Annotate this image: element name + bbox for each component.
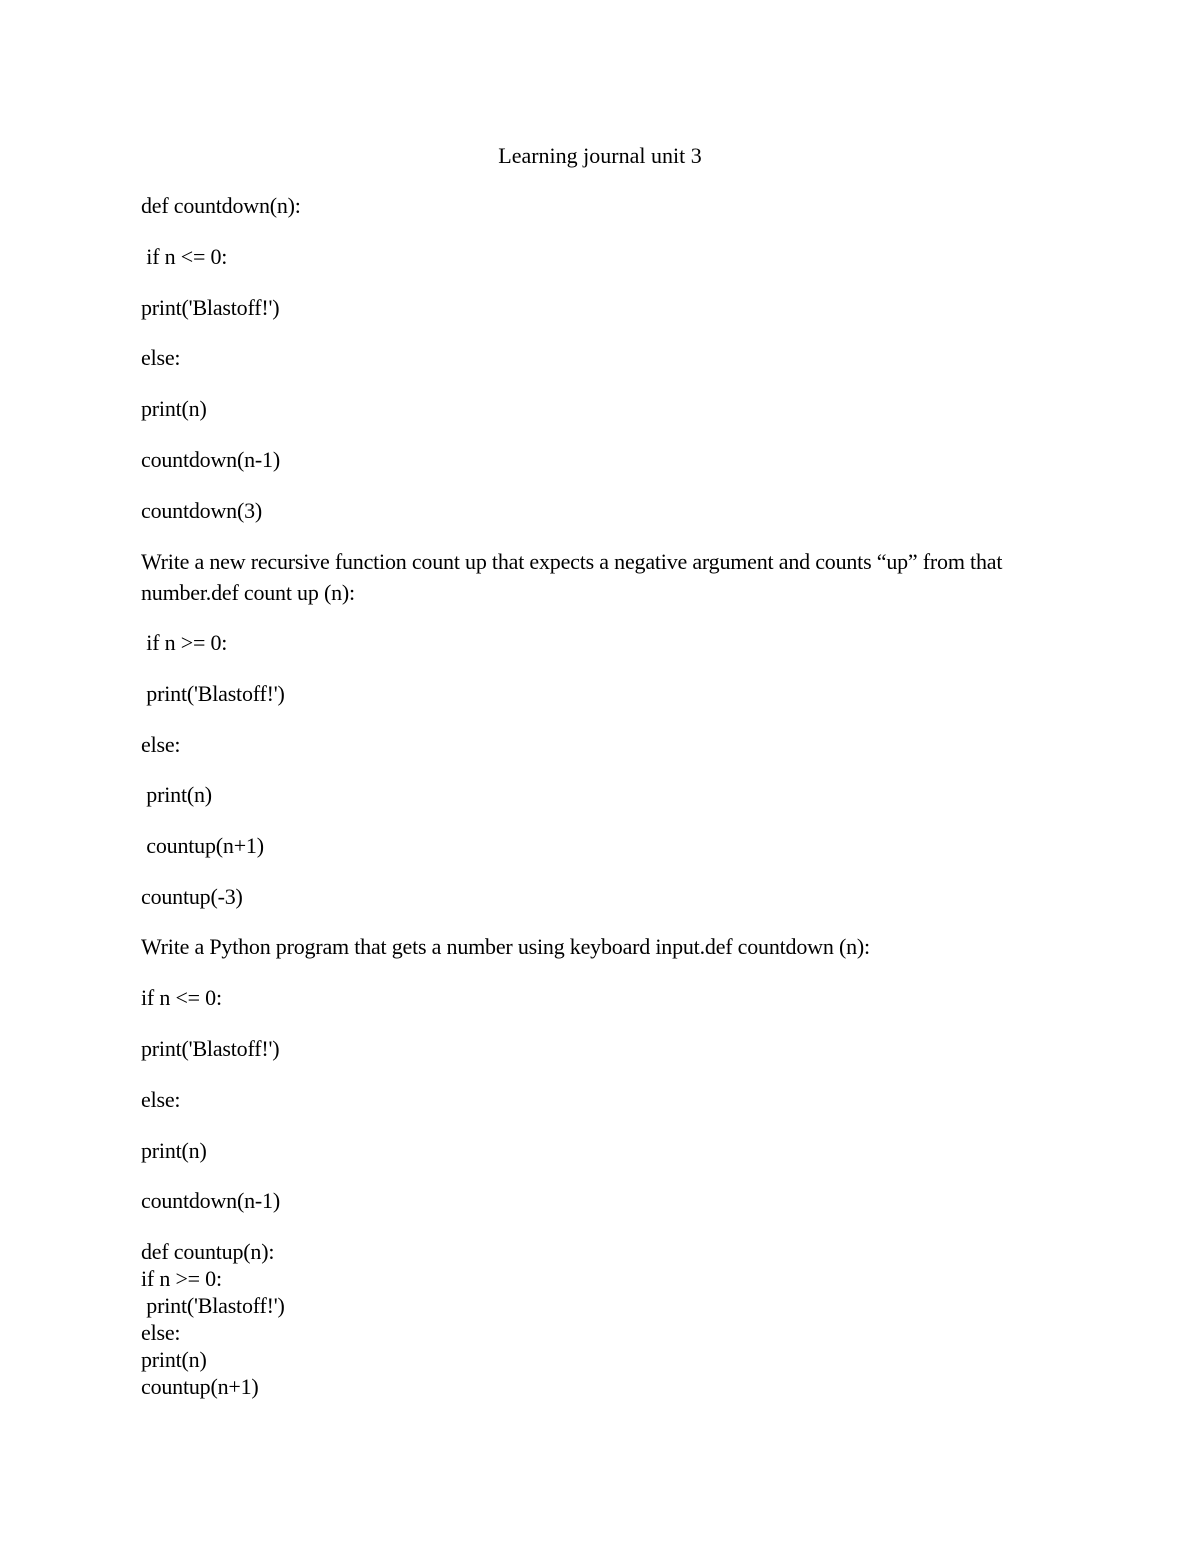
code-line: else: [141,345,181,370]
code-line: if n >= 0: [141,1266,222,1291]
code-line: countdown(n-1) [141,447,280,472]
document-title: Learning journal unit 3 [498,143,702,168]
code-line: print('Blastoff!') [141,295,280,320]
code-line: countup(n+1) [141,833,264,858]
code-line: else: [141,732,181,757]
code-line: else: [141,1087,181,1112]
code-line: if n <= 0: [141,985,222,1010]
code-line: countup(n+1) [141,1374,259,1399]
code-line: print('Blastoff!') [141,1036,280,1061]
code-line: print(n) [141,1347,207,1372]
code-line: print(n) [141,1138,207,1163]
code-line: countdown(3) [141,498,263,523]
code-line: countdown(n-1) [141,1188,280,1213]
code-line: if n <= 0: [141,244,228,269]
code-line: print('Blastoff!') [141,681,285,706]
code-line: print(n) [141,782,212,807]
question-paragraph: Write a Python program that gets a number using keyboard input.def countdown (n): [141,934,870,959]
code-line: if n >= 0: [141,630,228,655]
code-line: else: [141,1320,181,1345]
code-line: def countup(n): [141,1239,275,1264]
code-line: countup(-3) [141,884,243,909]
question-paragraph: Write a new recursive function count up that expects a negative argument and counts “up” from that number.def count up (n): [141,549,1003,605]
code-line: def countdown(n): [141,193,301,218]
code-line: print(n) [141,396,207,421]
code-line: print('Blastoff!') [141,1293,285,1318]
